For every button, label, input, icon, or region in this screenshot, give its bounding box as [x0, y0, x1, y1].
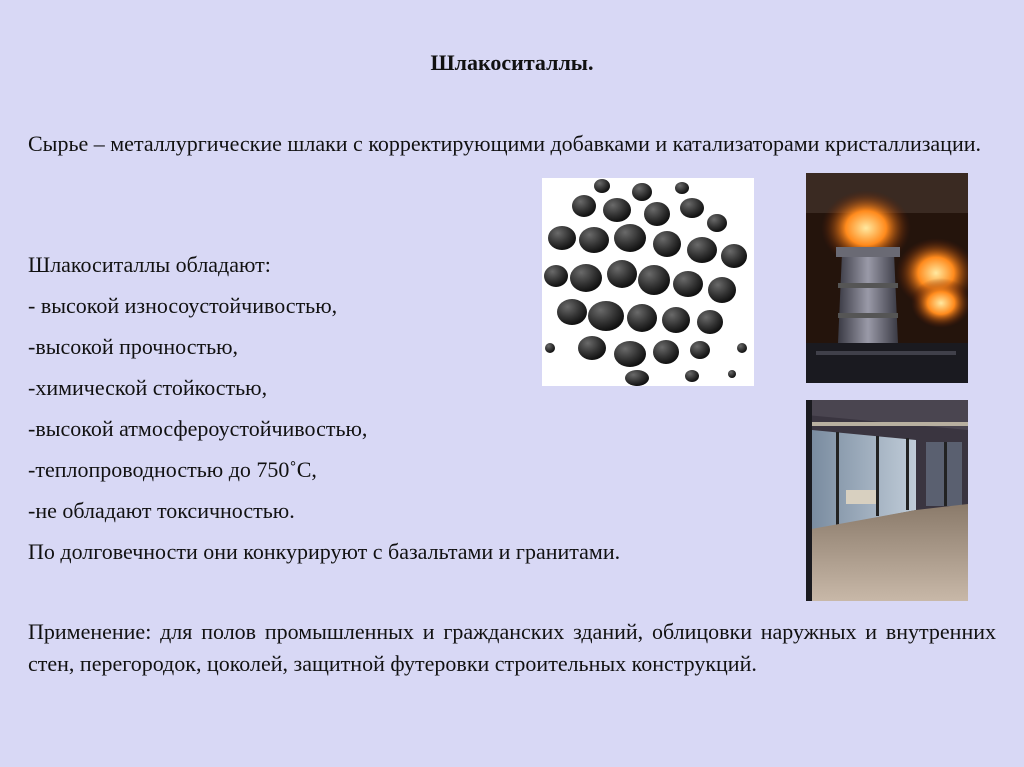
slag-granules-photo [542, 178, 754, 386]
property-weather-resistance: -высокой атмосфероустойчивостью, [28, 416, 368, 441]
property-strength: -высокой прочностью, [28, 334, 239, 359]
interior-photo [806, 400, 968, 601]
property-chemical-resistance: -химической стойкостью, [28, 375, 268, 400]
property-heat-conductivity: -теплопроводностью до 750˚С, [28, 457, 317, 482]
properties-heading: Шлакоситаллы обладают: [28, 252, 271, 277]
slide-title: Шлакоситаллы. [430, 50, 594, 75]
property-wear-resistance: - высокой износоустойчивостью, [28, 293, 338, 318]
application-text: Применение: для полов промышленных и гражданских зданий, облицовки наружных и внутренних стен, перегородок, цоколей, защитной футеровки строительных конструкций. [28, 619, 996, 676]
furnace-photo [806, 173, 968, 383]
durability-note: По долговечности они конкурируют с базальтами и гранитами. [28, 539, 621, 564]
property-non-toxic: -не обладают токсичностью. [28, 498, 295, 523]
raw-materials-text: Сырье – металлургические шлаки с корректирующими добавками и катализаторами кристаллизации. [28, 131, 982, 156]
